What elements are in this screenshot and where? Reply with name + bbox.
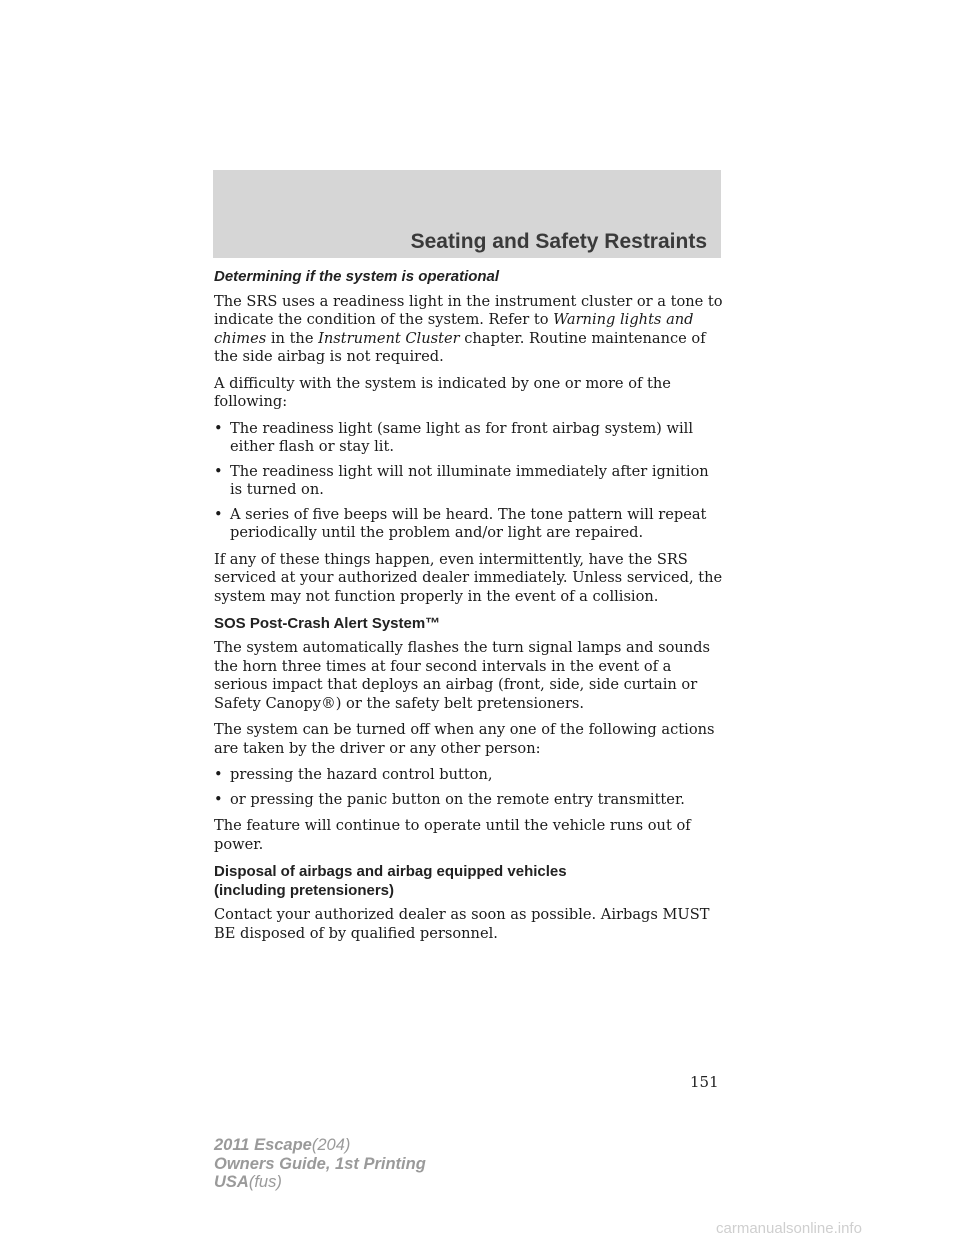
footer-line: [214, 1136, 426, 1155]
heading-sos-post-crash: SOS Post-Crash Alert System™: [214, 615, 441, 632]
bullet-list-difficulty: [214, 420, 724, 543]
reference-instrument-cluster: Instrument Cluster: [318, 329, 460, 347]
list-item: [214, 791, 724, 810]
list-item-text: pressing the hazard control button,: [230, 766, 493, 783]
footer-print-info: [214, 1136, 426, 1192]
heading-system-operational: Determining if the system is operational: [214, 268, 500, 285]
section-header-band: [213, 170, 721, 258]
heading-disposal: [214, 862, 724, 900]
text-part: The SRS uses a readiness light in the instrument cluster or a tone to indicate the condition of the system. Refer to: [214, 292, 723, 328]
paragraph-difficulty-intro: A difficulty with the system is indicated by one or more of the following:: [214, 374, 671, 410]
heading-line: (including pretensioners): [214, 882, 395, 899]
text-part: in the: [270, 329, 314, 347]
bullet-icon: •: [214, 766, 223, 783]
paragraph-feature-continue: The feature will continue to operate until the vehicle runs out of power.: [214, 817, 691, 853]
page-number: 151: [690, 1073, 719, 1091]
page-content: [214, 268, 724, 951]
footer-model: 2011 Escape: [214, 1136, 312, 1154]
list-item: [214, 766, 724, 785]
paragraph-turn-off-intro: The system can be turned off when any one of the following actions are taken by the driver or any other person:: [214, 721, 715, 757]
paragraph-disposal: Contact your authorized dealer as soon as possible. Airbags MUST BE disposed of by qualified personnel.: [214, 906, 710, 942]
bullet-icon: •: [214, 790, 223, 808]
paragraph-sos-description: The system automatically flashes the turn signal lamps and sounds the horn three times at four second intervals in the event of a serious impact that deploys an airbag (front, side, side curtain or Safety Canopy®) or the safety belt pretensioners.: [214, 639, 710, 712]
footer-line: [214, 1173, 426, 1192]
section-title: Seating and Safety Restraints: [410, 230, 707, 253]
heading-line: Disposal of airbags and airbag equipped vehicles: [214, 863, 567, 880]
footer-line: Owners Guide, 1st Printing: [214, 1154, 426, 1173]
bullet-icon: •: [214, 419, 223, 437]
reference-warning-lights: Warning lights and chimes: [214, 311, 694, 347]
list-item-text: The readiness light will not illuminate immediately after ignition is turned on.: [230, 462, 709, 498]
bullet-icon: •: [214, 505, 223, 523]
list-item-text: The readiness light (same light as for front airbag system) will either flash or stay lit.: [230, 419, 693, 455]
list-item: [214, 463, 724, 500]
footer-market: USA: [214, 1173, 249, 1191]
list-item-text: A series of five beeps will be heard. The tone pattern will repeat periodically until the problem and/or light are repaired.: [230, 505, 707, 541]
text-part: chapter. Routine maintenance of the side airbag is not required.: [214, 329, 706, 365]
footer-model-code: (204): [311, 1136, 351, 1154]
footer-market-code: (fus): [248, 1173, 282, 1191]
bullet-icon: •: [214, 462, 223, 480]
list-item-text: or pressing the panic button on the remote entry transmitter.: [230, 790, 685, 808]
list-item: [214, 506, 724, 543]
paragraph-service-advice: If any of these things happen, even intermittently, have the SRS serviced at your authorized dealer immediately. Unless serviced, the system may not function properly in the event of a collision.: [214, 550, 723, 605]
paragraph-srs-readiness: [214, 293, 724, 367]
bullet-list-turn-off: [214, 766, 724, 809]
list-item: [214, 420, 724, 457]
watermark-text: carmanualsonline.info: [716, 1220, 862, 1237]
